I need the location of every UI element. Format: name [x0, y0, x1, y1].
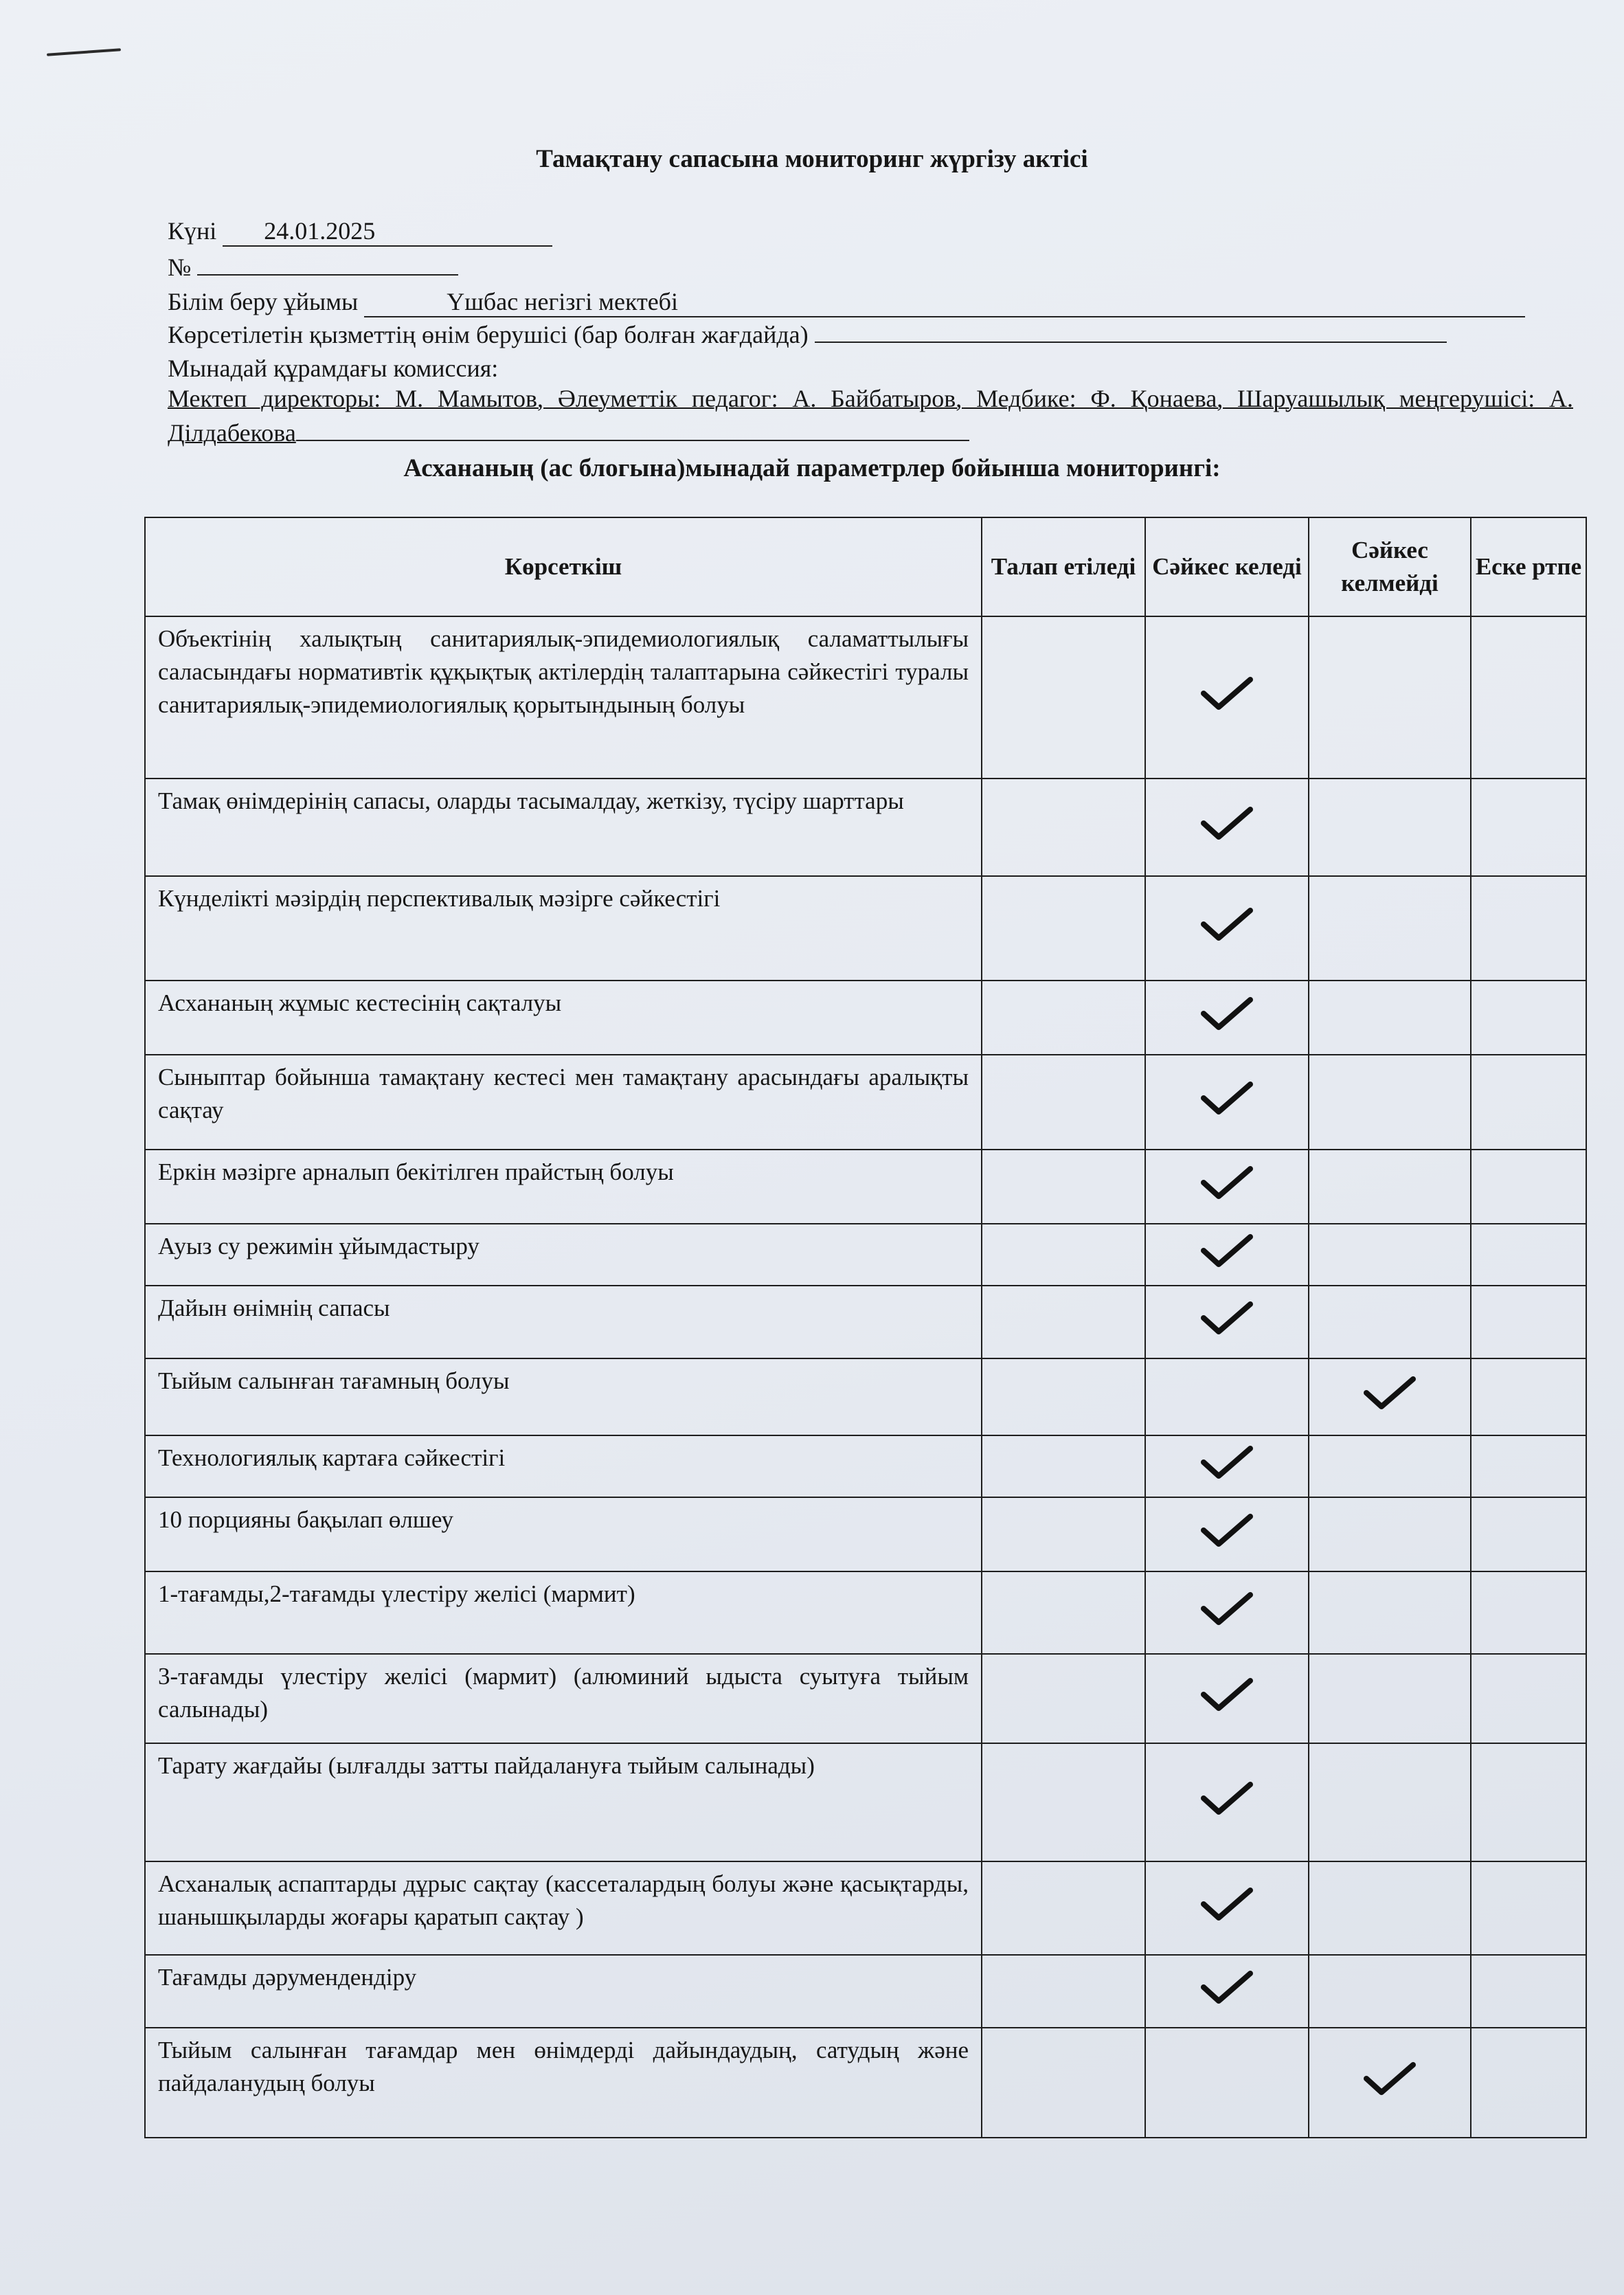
- provider-label: Көрсетілетін қызметтің өнім берушісі (бар болған жағдайда): [168, 321, 809, 348]
- table-row: [145, 616, 1586, 779]
- indicator-cell: Тыйым салынған тағамның болуы: [145, 1358, 982, 1435]
- note-cell[interactable]: [1471, 1286, 1586, 1358]
- header-noncompliant: Сәйкес келмейді: [1309, 517, 1471, 616]
- table-row: [145, 1743, 1586, 1861]
- section-heading: Асхананың (ас блогына)мынадай параметрлер бойынша мониторингі:: [403, 454, 1221, 482]
- table-row: [145, 981, 1586, 1055]
- noncompliant-cell[interactable]: [1309, 876, 1471, 981]
- compliant-cell[interactable]: [1145, 1224, 1309, 1286]
- compliant-cell[interactable]: [1145, 1955, 1309, 2028]
- required-cell[interactable]: [982, 1150, 1145, 1224]
- indicator-cell: Тағамды дәрумендендіру: [145, 1955, 982, 2028]
- checkmark-icon: [1361, 1374, 1419, 1412]
- checkmark-icon: [1198, 1079, 1256, 1117]
- indicator-cell: Технологиялық картаға сәйкестігі: [145, 1435, 982, 1497]
- checkmark-icon: [1198, 905, 1256, 943]
- org-value[interactable]: Үшбас негізгі мектебі: [364, 287, 1525, 317]
- required-cell[interactable]: [982, 1224, 1145, 1286]
- commission-members: [168, 381, 1573, 450]
- checkmark-icon: [1198, 1443, 1256, 1481]
- note-cell[interactable]: [1471, 1955, 1586, 2028]
- noncompliant-cell[interactable]: [1309, 616, 1471, 779]
- indicator-cell: Асхананың жұмыс кестесінің сақталуы: [145, 981, 982, 1055]
- note-cell[interactable]: [1471, 1055, 1586, 1150]
- required-cell[interactable]: [982, 1435, 1145, 1497]
- compliant-cell[interactable]: [1145, 1497, 1309, 1571]
- noncompliant-cell[interactable]: [1309, 2028, 1471, 2138]
- indicator-cell: 1-тағамды,2-тағамды үлестіру желісі (мармит): [145, 1571, 982, 1654]
- compliant-cell[interactable]: [1145, 1654, 1309, 1743]
- required-cell[interactable]: [982, 1055, 1145, 1150]
- noncompliant-cell[interactable]: [1309, 1224, 1471, 1286]
- indicator-cell: Тамақ өнімдерінің сапасы, оларды тасымалдау, жеткізу, түсіру шарттары: [145, 779, 982, 876]
- required-cell[interactable]: [982, 1497, 1145, 1571]
- table-row: [145, 779, 1586, 876]
- compliant-cell[interactable]: [1145, 1743, 1309, 1861]
- compliant-cell[interactable]: [1145, 1435, 1309, 1497]
- noncompliant-cell[interactable]: [1309, 1435, 1471, 1497]
- number-line: [168, 253, 458, 282]
- note-cell[interactable]: [1471, 876, 1586, 981]
- indicator-cell: Еркін мәзірге арналып бекітілген прайстың болуы: [145, 1150, 982, 1224]
- note-cell[interactable]: [1471, 1224, 1586, 1286]
- checkmark-icon: [1198, 1779, 1256, 1817]
- document-title: Тамақтану сапасына мониторинг жүргізу актісі: [536, 145, 1088, 173]
- compliant-cell[interactable]: [1145, 1571, 1309, 1654]
- note-cell[interactable]: [1471, 616, 1586, 779]
- required-cell[interactable]: [982, 1861, 1145, 1955]
- checkmark-icon: [1198, 1589, 1256, 1628]
- note-cell[interactable]: [1471, 1654, 1586, 1743]
- header-compliant: Сәйкес келеді: [1145, 517, 1309, 616]
- checkmark-icon: [1198, 1163, 1256, 1202]
- table-row: [145, 1435, 1586, 1497]
- table-row: [145, 1055, 1586, 1150]
- note-cell[interactable]: [1471, 1150, 1586, 1224]
- header-note: Еске ртпе: [1471, 517, 1586, 616]
- compliant-cell[interactable]: [1145, 1358, 1309, 1435]
- required-cell[interactable]: [982, 981, 1145, 1055]
- indicator-cell: Тыйым салынған тағамдар мен өнімдерді дайындаудың, сатудың және пайдаланудың болуы: [145, 2028, 982, 2138]
- noncompliant-cell[interactable]: [1309, 1358, 1471, 1435]
- required-cell[interactable]: [982, 2028, 1145, 2138]
- checkmark-icon: [1198, 1675, 1256, 1714]
- indicator-cell: Асханалық аспаптарды дұрыс сақтау (кассеталардың болуы және қасықтарды, шанышқыларды жоғары қаратып сақтау ): [145, 1861, 982, 1955]
- org-line: [168, 287, 1525, 317]
- note-cell[interactable]: [1471, 981, 1586, 1055]
- noncompliant-cell[interactable]: [1309, 1055, 1471, 1150]
- indicator-cell: 3-тағамды үлестіру желісі (мармит) (алюминий ыдыста суытуға тыйым салынады): [145, 1654, 982, 1743]
- noncompliant-cell[interactable]: [1309, 981, 1471, 1055]
- table-row: [145, 2028, 1586, 2138]
- checkmark-icon: [1198, 1231, 1256, 1270]
- required-cell[interactable]: [982, 616, 1145, 779]
- commission-members-text: Мектеп директоры: М. Мамытов, Әлеуметтік педагог: А. Байбатыров, Медбике: Ф. Қонаева, Шаруашылық меңгерушісі: А. Ділдабекова: [168, 385, 1573, 447]
- table-row: [145, 1571, 1586, 1654]
- table-body: [145, 616, 1586, 2138]
- compliant-cell[interactable]: [1145, 1861, 1309, 1955]
- noncompliant-cell[interactable]: [1309, 1743, 1471, 1861]
- noncompliant-cell[interactable]: [1309, 779, 1471, 876]
- provider-line: [168, 320, 1447, 349]
- note-cell[interactable]: [1471, 779, 1586, 876]
- note-cell[interactable]: [1471, 1497, 1586, 1571]
- date-label: Күні: [168, 217, 217, 245]
- number-label: №: [168, 254, 192, 281]
- noncompliant-cell[interactable]: [1309, 1286, 1471, 1358]
- noncompliant-cell[interactable]: [1309, 1150, 1471, 1224]
- noncompliant-cell[interactable]: [1309, 1571, 1471, 1654]
- required-cell[interactable]: [982, 1571, 1145, 1654]
- table-row: [145, 1654, 1586, 1743]
- org-label: Білім беру ұйымы: [168, 288, 359, 315]
- table-row: [145, 1955, 1586, 2028]
- indicator-cell: Дайын өнімнің сапасы: [145, 1286, 982, 1358]
- date-value[interactable]: 24.01.2025: [223, 216, 552, 247]
- indicator-cell: Тарату жағдайы (ылғалды затты пайдалануға тыйым салынады): [145, 1743, 982, 1861]
- commission-underline: [296, 433, 969, 441]
- compliant-cell[interactable]: [1145, 779, 1309, 876]
- table-row: [145, 1497, 1586, 1571]
- checkmark-icon: [1198, 1299, 1256, 1337]
- monitoring-table: [144, 517, 1587, 2138]
- required-cell[interactable]: [982, 876, 1145, 981]
- checkmark-icon: [1198, 1968, 1256, 2006]
- note-cell[interactable]: [1471, 1861, 1586, 1955]
- compliant-cell[interactable]: [1145, 616, 1309, 779]
- table-row: [145, 876, 1586, 981]
- commission-label: Мынадай құрамдағы комиссия:: [168, 355, 499, 382]
- noncompliant-cell[interactable]: [1309, 1861, 1471, 1955]
- note-cell[interactable]: [1471, 1743, 1586, 1861]
- date-line: [168, 216, 552, 247]
- required-cell[interactable]: [982, 1955, 1145, 2028]
- compliant-cell[interactable]: [1145, 981, 1309, 1055]
- noncompliant-cell[interactable]: [1309, 1955, 1471, 2028]
- indicator-cell: 10 порцияны бақылап өлшеу: [145, 1497, 982, 1571]
- required-cell[interactable]: [982, 1743, 1145, 1861]
- indicator-cell: Күнделікті мәзірдің перспективалық мәзірге сәйкестігі: [145, 876, 982, 981]
- table-row: [145, 1150, 1586, 1224]
- compliant-cell[interactable]: [1145, 876, 1309, 981]
- number-value[interactable]: [197, 274, 458, 276]
- table-header-row: [145, 517, 1586, 616]
- required-cell[interactable]: [982, 779, 1145, 876]
- note-cell[interactable]: [1471, 1358, 1586, 1435]
- table-row: [145, 1224, 1586, 1286]
- noncompliant-cell[interactable]: [1309, 1497, 1471, 1571]
- indicator-cell: Сыныптар бойынша тамақтану кестесі мен тамақтану арасындағы аралықты сақтау: [145, 1055, 982, 1150]
- checkmark-icon: [1198, 1511, 1256, 1549]
- header-required: Талап етіледі: [982, 517, 1145, 616]
- note-cell[interactable]: [1471, 2028, 1586, 2138]
- note-cell[interactable]: [1471, 1571, 1586, 1654]
- checkmark-icon: [1198, 804, 1256, 842]
- compliant-cell[interactable]: [1145, 2028, 1309, 2138]
- header-indicator: Көрсеткіш: [145, 517, 982, 616]
- noncompliant-cell[interactable]: [1309, 1654, 1471, 1743]
- compliant-cell[interactable]: [1145, 1286, 1309, 1358]
- compliant-cell[interactable]: [1145, 1055, 1309, 1150]
- checkmark-icon: [1198, 994, 1256, 1033]
- required-cell[interactable]: [982, 1286, 1145, 1358]
- compliant-cell[interactable]: [1145, 1150, 1309, 1224]
- indicator-cell: Ауыз су режимін ұйымдастыру: [145, 1224, 982, 1286]
- table-row: [145, 1861, 1586, 1955]
- table-row: [145, 1358, 1586, 1435]
- table-row: [145, 1286, 1586, 1358]
- indicator-cell: Объектінің халықтың санитариялық-эпидемиологиялық саламаттылығы саласындағы нормативтік құқықтық актілердің талаптарына сәйкестігі туралы санитариялық-эпидемиологиялық қорытындының болуы: [145, 616, 982, 779]
- pen-mark: [47, 48, 121, 56]
- provider-value[interactable]: [815, 342, 1447, 343]
- note-cell[interactable]: [1471, 1435, 1586, 1497]
- required-cell[interactable]: [982, 1654, 1145, 1743]
- checkmark-icon: [1361, 2059, 1419, 2098]
- checkmark-icon: [1198, 674, 1256, 713]
- checkmark-icon: [1198, 1885, 1256, 1923]
- required-cell[interactable]: [982, 1358, 1145, 1435]
